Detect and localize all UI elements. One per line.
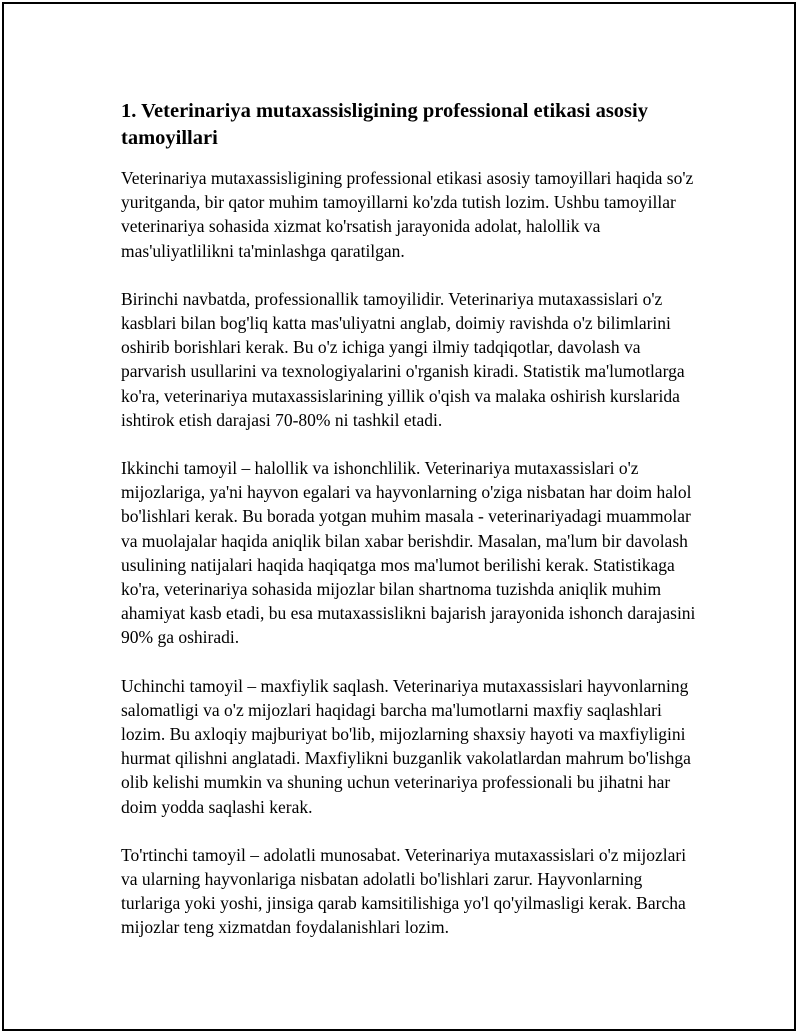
paragraph-honesty: Ikkinchi tamoyil – halollik va ishonchlilik. Veterinariya mutaxassislari o'z mijozlariga, ya'ni hayvon egalari va hayvonlarning o'ziga nisbatan har doim halol bo'lishlari kerak. Bu borada yotgan muhim masala - veterinariyadagi muammolar va muolajalar haqida aniqlik bilan xabar berishdir. Masalan, ma'lum bir davolash usulining natijalari haqida haqiqatga mos ma'lumot berilishi kerak. Statistikaga ko'ra, veterinariya sohasida mijozlar bilan shartnoma tuzishda aniqlik muhim ahamiyat kasb etadi, bu esa mutaxassislikni bajarish jarayonida ishonch darajasini 90% ga oshiradi.	[121, 458, 696, 648]
document-body	[121, 98, 701, 964]
page-frame	[2, 2, 796, 1031]
section-heading: 1. Veterinariya mutaxassisligining professional etikasi asosiy tamoyillari	[121, 100, 648, 149]
paragraph-fairness: To'rtinchi tamoyil – adolatli munosabat. Veterinariya mutaxassislari o'z mijozlari va ularning hayvonlariga nisbatan adolatli bo'lishlari zarur. Hayvonlarning turlariga yoki yoshi, jinsiga qarab kamsitilishiga yo'l qo'yilmasligi kerak. Barcha mijozlar teng xizmatdan foydalanishlari lozim.	[121, 844, 687, 938]
paragraph-confidentiality: Uchinchi tamoyil – maxfiylik saqlash. Veterinariya mutaxassislari hayvonlarning salomatligi va o'z mijozlari haqidagi barcha ma'lumotlarni maxfiy saqlashlari lozim. Bu axloqiy majburiyat bo'lib, mijozlarning shaxsiy hayoti va maxfiyligini hurmat qilishni anglatadi. Maxfiylikni buzganlik vakolatlardan mahrum bo'lishga olib kelishi mumkin va shuning uchun veterinariya professionali bu jihatni har doim yodda saqlashi kerak.	[121, 675, 691, 817]
paragraph-professionalism: Birinchi navbatda, professionallik tamoyilidir. Veterinariya mutaxassislari o'z kasblari bilan bog'liq katta mas'uliyatni anglab, doimiy ravishda o'z bilimlarini oshirib borishlari kerak. Bu o'z ichiga yangi ilmiy tadqiqotlar, davolash va parvarish usullarini va texnologiyalarini o'rganish kiradi. Statistik ma'lumotlarga ko'ra, veterinariya mutaxassislarining yillik o'qish va malaka oshirish kurslarida ishtirok etish darajasi 70-80% ni tashkil etadi.	[121, 288, 685, 430]
paragraph-intro: Veterinariya mutaxassisligining professional etikasi asosiy tamoyillari haqida so'z yuritganda, bir qator muhim tamoyillarni ko'zda tutish lozim. Ushbu tamoyillar veterinariya sohasida xizmat ko'rsatish jarayonida adolat, halollik va mas'uliyatlilikni ta'minlashga qaratilgan.	[121, 168, 694, 261]
